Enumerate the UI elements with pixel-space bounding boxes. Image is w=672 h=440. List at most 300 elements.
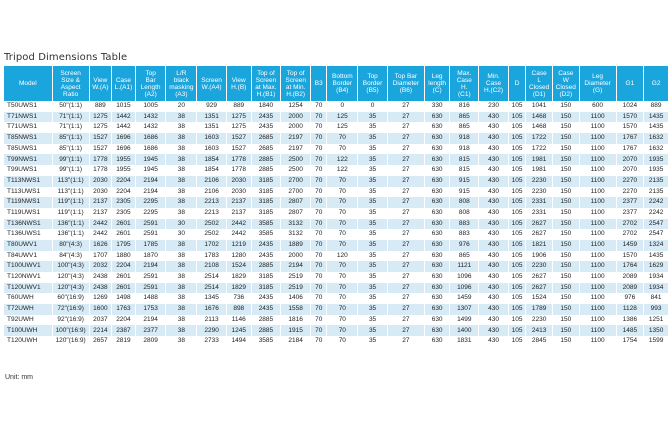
table-cell: 99"(1:1) — [52, 165, 89, 176]
table-cell: 2442 — [226, 219, 251, 230]
model-cell: T100UWV1 — [4, 261, 52, 272]
table-cell: 736 — [226, 293, 251, 304]
table-cell: 150 — [552, 197, 579, 208]
table-row — [4, 261, 669, 272]
table-cell: 1100 — [579, 112, 616, 123]
table-cell: 2435 — [251, 122, 281, 133]
table-cell: 1934 — [644, 272, 669, 283]
table-cell: 430 — [479, 325, 509, 336]
table-cell: 70 — [327, 304, 358, 315]
model-cell: T80UWV1 — [4, 240, 52, 251]
table-cell: 993 — [644, 304, 669, 315]
table-cell: 27 — [387, 165, 424, 176]
table-cell: 27 — [387, 272, 424, 283]
table-cell: 119"(1:1) — [52, 197, 89, 208]
table-cell: 70 — [327, 197, 358, 208]
table-cell: 1100 — [579, 165, 616, 176]
table-cell: 1459 — [450, 293, 479, 304]
table-cell: 70 — [311, 315, 327, 326]
table-cell: 150 — [552, 122, 579, 133]
table-cell: 2627 — [526, 272, 553, 283]
table-cell: 1345 — [197, 293, 227, 304]
table-cell: 2807 — [281, 197, 311, 208]
table-cell: 2514 — [197, 272, 227, 283]
column-header: G2 — [644, 66, 669, 101]
table-cell: 430 — [479, 208, 509, 219]
table-cell: 27 — [387, 101, 424, 112]
column-header: Screen W.(A4) — [197, 66, 227, 101]
table-cell: 38 — [166, 251, 197, 262]
table-cell: 1100 — [579, 176, 616, 187]
table-cell: 1763 — [112, 304, 136, 315]
table-cell: 1100 — [579, 154, 616, 165]
table-row — [4, 251, 669, 262]
table-cell: 430 — [479, 219, 509, 230]
table-cell: 2204 — [112, 187, 136, 198]
table-cell: 70 — [311, 187, 327, 198]
model-cell: T50UWS1 — [4, 101, 52, 112]
table-cell: 1307 — [450, 304, 479, 315]
table-cell: 71"(1:1) — [52, 112, 89, 123]
table-cell: 35 — [358, 304, 388, 315]
column-header: D — [508, 66, 525, 101]
column-header: View H.(B) — [226, 66, 251, 101]
table-cell: 70 — [311, 165, 327, 176]
table-cell: 2702 — [616, 229, 644, 240]
table-cell: 105 — [508, 144, 525, 155]
table-cell: 2137 — [89, 197, 112, 208]
table-cell: 70 — [327, 261, 358, 272]
table-cell: 2030 — [226, 187, 251, 198]
table-cell: 1702 — [197, 240, 227, 251]
table-cell: 2030 — [226, 176, 251, 187]
table-cell: 2885 — [251, 154, 281, 165]
table-cell: 3132 — [281, 219, 311, 230]
table-cell: 105 — [508, 325, 525, 336]
table-cell: 2435 — [251, 293, 281, 304]
table-cell: 150 — [552, 325, 579, 336]
table-cell: 120"(4:3) — [52, 283, 89, 294]
table-cell: 70 — [327, 336, 358, 347]
table-cell: 883 — [450, 219, 479, 230]
model-cell: T85NWS1 — [4, 133, 52, 144]
table-cell: 2438 — [89, 283, 112, 294]
table-cell: 27 — [387, 154, 424, 165]
table-cell: 2089 — [616, 272, 644, 283]
table-cell: 1100 — [579, 229, 616, 240]
table-cell: 2108 — [197, 261, 227, 272]
table-cell: 150 — [552, 219, 579, 230]
table-cell: 150 — [552, 112, 579, 123]
table-cell: 2135 — [644, 187, 669, 198]
model-cell: T99NWS1 — [4, 154, 52, 165]
model-cell: T119UWS1 — [4, 208, 52, 219]
table-cell: 85"(1:1) — [52, 144, 89, 155]
table-cell: 105 — [508, 187, 525, 198]
table-cell: 27 — [387, 176, 424, 187]
table-row — [4, 133, 669, 144]
table-cell: 70 — [311, 133, 327, 144]
table-cell: 38 — [166, 325, 197, 336]
table-cell: 915 — [450, 176, 479, 187]
table-cell: 150 — [552, 293, 579, 304]
table-cell: 2204 — [112, 176, 136, 187]
table-cell: 2601 — [112, 272, 136, 283]
table-cell: 35 — [358, 187, 388, 198]
table-cell: 2230 — [526, 315, 553, 326]
table-cell: 630 — [424, 272, 450, 283]
table-cell: 35 — [358, 336, 388, 347]
table-cell: 2519 — [281, 283, 311, 294]
model-cell: T136NWS1 — [4, 219, 52, 230]
table-cell: 70 — [311, 101, 327, 112]
table-cell: 630 — [424, 122, 450, 133]
table-cell: 630 — [424, 293, 450, 304]
table-cell: 1686 — [135, 133, 166, 144]
table-cell: 889 — [644, 101, 669, 112]
model-cell: T113NWS1 — [4, 176, 52, 187]
table-cell: 27 — [387, 315, 424, 326]
table-cell: 330 — [424, 101, 450, 112]
table-cell: 430 — [479, 165, 509, 176]
table-cell: 2305 — [112, 208, 136, 219]
table-cell: 35 — [358, 122, 388, 133]
table-cell: 70 — [327, 229, 358, 240]
table-cell: 630 — [424, 154, 450, 165]
table-cell: 105 — [508, 283, 525, 294]
table-cell: 430 — [479, 197, 509, 208]
table-cell: 1275 — [226, 122, 251, 133]
table-cell: 150 — [552, 144, 579, 155]
table-cell: 1096 — [450, 283, 479, 294]
table-cell: 27 — [387, 283, 424, 294]
table-row — [4, 229, 669, 240]
table-cell: 38 — [166, 165, 197, 176]
table-cell: 1603 — [197, 133, 227, 144]
table-cell: 2030 — [89, 187, 112, 198]
table-cell: 1100 — [579, 272, 616, 283]
table-cell: 150 — [552, 240, 579, 251]
model-cell: T120UWH — [4, 336, 52, 347]
table-cell: 150 — [552, 261, 579, 272]
table-cell: 2377 — [616, 208, 644, 219]
table-cell: 27 — [387, 261, 424, 272]
table-cell: 1400 — [450, 325, 479, 336]
table-cell: 3185 — [251, 208, 281, 219]
table-cell: 1722 — [526, 144, 553, 155]
table-cell: 889 — [89, 101, 112, 112]
table-cell: 27 — [387, 336, 424, 347]
table-cell: 70 — [327, 283, 358, 294]
table-cell: 1626 — [89, 240, 112, 251]
table-cell: 105 — [508, 133, 525, 144]
table-cell: 1024 — [616, 101, 644, 112]
table-cell: 630 — [424, 240, 450, 251]
table-row — [4, 293, 669, 304]
table-cell: 1494 — [226, 336, 251, 347]
table-cell: 1146 — [226, 315, 251, 326]
table-row — [4, 315, 669, 326]
column-header: Top Bar Diameter (B6) — [387, 66, 424, 101]
table-cell: 105 — [508, 176, 525, 187]
table-cell: 2547 — [644, 219, 669, 230]
table-cell: 430 — [479, 272, 509, 283]
table-cell: 113"(1:1) — [52, 187, 89, 198]
table-cell: 38 — [166, 272, 197, 283]
table-cell: 2214 — [89, 325, 112, 336]
table-cell: 70 — [327, 240, 358, 251]
table-cell: 2442 — [89, 229, 112, 240]
table-cell: 150 — [552, 133, 579, 144]
table-cell: 38 — [166, 122, 197, 133]
table-cell: 38 — [166, 112, 197, 123]
table-cell: 105 — [508, 101, 525, 112]
table-cell: 1442 — [112, 112, 136, 123]
table-cell: 105 — [508, 154, 525, 165]
table-cell: 20 — [166, 101, 197, 112]
table-cell: 2807 — [281, 208, 311, 219]
table-cell: 2500 — [281, 154, 311, 165]
table-cell: 150 — [552, 229, 579, 240]
tripod-dimensions-table — [4, 66, 669, 347]
table-cell: 1100 — [579, 261, 616, 272]
table-cell: 1889 — [281, 240, 311, 251]
table-cell: 898 — [226, 304, 251, 315]
column-header: Top Border (B5) — [358, 66, 388, 101]
column-header: Screen Size & Aspect Ratio — [52, 66, 89, 101]
table-cell: 70 — [311, 336, 327, 347]
table-cell: 1468 — [526, 122, 553, 133]
table-row — [4, 240, 669, 251]
table-cell: 915 — [450, 187, 479, 198]
table-cell: 27 — [387, 325, 424, 336]
column-header: Bottom Border (B4) — [327, 66, 358, 101]
table-cell: 70 — [311, 261, 327, 272]
table-cell: 1870 — [135, 251, 166, 262]
table-row — [4, 219, 669, 230]
table-cell: 1100 — [579, 240, 616, 251]
table-cell: 70 — [327, 325, 358, 336]
table-cell: 1527 — [226, 144, 251, 155]
table-cell: 1121 — [450, 261, 479, 272]
table-cell: 1251 — [644, 315, 669, 326]
table-cell: 38 — [166, 293, 197, 304]
table-cell: 1795 — [112, 240, 136, 251]
table-cell: 2113 — [197, 315, 227, 326]
table-cell: 2194 — [135, 187, 166, 198]
table-cell: 2885 — [251, 165, 281, 176]
table-cell: 2435 — [251, 304, 281, 315]
table-cell: 38 — [166, 197, 197, 208]
table-cell: 2702 — [616, 219, 644, 230]
table-cell: 1778 — [89, 165, 112, 176]
table-cell: 1676 — [197, 304, 227, 315]
table-cell: 1570 — [616, 112, 644, 123]
table-cell: 38 — [166, 208, 197, 219]
table-cell: 2438 — [89, 272, 112, 283]
table-cell: 1600 — [89, 304, 112, 315]
table-cell: 2194 — [135, 176, 166, 187]
table-cell: 1406 — [281, 293, 311, 304]
table-cell: 2230 — [526, 176, 553, 187]
table-cell: 1527 — [89, 144, 112, 155]
table-cell: 1785 — [135, 240, 166, 251]
table-cell: 2700 — [281, 187, 311, 198]
table-cell: 2627 — [526, 229, 553, 240]
table-cell: 150 — [552, 187, 579, 198]
table-cell: 0 — [327, 101, 358, 112]
table-cell: 35 — [358, 165, 388, 176]
table-cell: 38 — [166, 133, 197, 144]
table-cell: 2627 — [526, 283, 553, 294]
table-cell: 1935 — [644, 154, 669, 165]
table-cell: 2502 — [197, 229, 227, 240]
table-cell: 2242 — [644, 208, 669, 219]
table-cell: 2591 — [135, 283, 166, 294]
table-cell: 2194 — [135, 261, 166, 272]
table-cell: 136"(1:1) — [52, 219, 89, 230]
table-cell: 1632 — [644, 144, 669, 155]
table-cell: 630 — [424, 304, 450, 315]
table-cell: 120"(16:9) — [52, 336, 89, 347]
model-cell: T120NWV1 — [4, 272, 52, 283]
table-cell: 1854 — [197, 165, 227, 176]
table-cell: 38 — [166, 283, 197, 294]
table-cell: 3185 — [251, 272, 281, 283]
table-row — [4, 165, 669, 176]
table-cell: 815 — [450, 165, 479, 176]
table-cell: 1934 — [644, 283, 669, 294]
table-cell: 1351 — [197, 112, 227, 123]
table-row — [4, 336, 669, 347]
table-cell: 71"(1:1) — [52, 122, 89, 133]
table-cell: 430 — [479, 315, 509, 326]
table-cell: 1488 — [135, 293, 166, 304]
table-row — [4, 176, 669, 187]
table-row — [4, 197, 669, 208]
table-cell: 60"(16:9) — [52, 293, 89, 304]
table-cell: 1275 — [226, 112, 251, 123]
table-cell: 1100 — [579, 283, 616, 294]
table-cell: 35 — [358, 144, 388, 155]
table-cell: 105 — [508, 219, 525, 230]
table-cell: 27 — [387, 219, 424, 230]
unit-note: Unit: mm — [5, 374, 33, 381]
column-header: View W.(A) — [89, 66, 112, 101]
column-header: Max. Case H. (C1) — [450, 66, 479, 101]
table-cell: 1100 — [579, 315, 616, 326]
table-cell: 1632 — [644, 133, 669, 144]
table-cell: 1100 — [579, 144, 616, 155]
table-cell: 150 — [552, 165, 579, 176]
table-cell: 1840 — [251, 101, 281, 112]
table-cell: 430 — [479, 283, 509, 294]
table-cell: 808 — [450, 208, 479, 219]
table-cell: 70 — [311, 251, 327, 262]
table-cell: 1100 — [579, 122, 616, 133]
table-cell: 1100 — [579, 208, 616, 219]
table-cell: 430 — [479, 154, 509, 165]
table-cell: 27 — [387, 240, 424, 251]
table-cell: 1485 — [616, 325, 644, 336]
table-cell: 72"(16:9) — [52, 304, 89, 315]
table-cell: 2135 — [644, 176, 669, 187]
table-cell: 1629 — [644, 261, 669, 272]
table-cell: 150 — [552, 272, 579, 283]
model-cell: T72UWH — [4, 304, 52, 315]
table-cell: 630 — [424, 229, 450, 240]
table-body — [4, 101, 669, 347]
table-cell: 120"(4:3) — [52, 272, 89, 283]
table-cell: 1100 — [579, 251, 616, 262]
table-cell: 1432 — [135, 122, 166, 133]
table-cell: 2184 — [281, 336, 311, 347]
table-cell: 2601 — [112, 229, 136, 240]
table-cell: 630 — [424, 251, 450, 262]
table-cell: 35 — [358, 112, 388, 123]
table-cell: 2809 — [135, 336, 166, 347]
table-row — [4, 112, 669, 123]
table-cell: 1981 — [526, 165, 553, 176]
table-cell: 1275 — [89, 122, 112, 133]
table-cell: 630 — [424, 208, 450, 219]
table-cell: 1435 — [644, 122, 669, 133]
table-cell: 2290 — [197, 325, 227, 336]
model-cell: T100UWH — [4, 325, 52, 336]
table-cell: 2197 — [281, 144, 311, 155]
column-header: Top Bar Length (A2) — [135, 66, 166, 101]
table-cell: 630 — [424, 219, 450, 230]
table-cell: 1686 — [135, 144, 166, 155]
table-cell: 2295 — [135, 208, 166, 219]
table-cell: 1955 — [112, 154, 136, 165]
table-cell: 430 — [479, 240, 509, 251]
table-cell: 1442 — [112, 122, 136, 133]
table-cell: 1524 — [526, 293, 553, 304]
model-cell: T136UWS1 — [4, 229, 52, 240]
table-cell: 2819 — [112, 336, 136, 347]
table-cell: 430 — [479, 293, 509, 304]
table-cell: 2435 — [251, 112, 281, 123]
table-cell: 70 — [311, 154, 327, 165]
table-cell: 630 — [424, 144, 450, 155]
table-cell: 630 — [424, 133, 450, 144]
table-cell: 2591 — [135, 219, 166, 230]
table-cell: 27 — [387, 229, 424, 240]
table-cell: 430 — [479, 229, 509, 240]
table-cell: 1722 — [526, 133, 553, 144]
table-cell: 3185 — [251, 283, 281, 294]
table-cell: 976 — [616, 293, 644, 304]
table-cell: 630 — [424, 187, 450, 198]
table-row — [4, 283, 669, 294]
table-cell: 1570 — [616, 251, 644, 262]
table-cell: 1955 — [112, 165, 136, 176]
table-cell: 50"(1:1) — [52, 101, 89, 112]
table-cell: 105 — [508, 122, 525, 133]
table-cell: 70 — [311, 112, 327, 123]
table-cell: 2627 — [526, 219, 553, 230]
table-cell: 1778 — [89, 154, 112, 165]
table-cell: 1767 — [616, 144, 644, 155]
table-cell: 27 — [387, 304, 424, 315]
table-cell: 70 — [311, 219, 327, 230]
table-cell: 2519 — [281, 272, 311, 283]
table-cell: 150 — [552, 315, 579, 326]
table-cell: 1435 — [644, 251, 669, 262]
table-cell: 70 — [311, 293, 327, 304]
table-cell: 1915 — [281, 325, 311, 336]
